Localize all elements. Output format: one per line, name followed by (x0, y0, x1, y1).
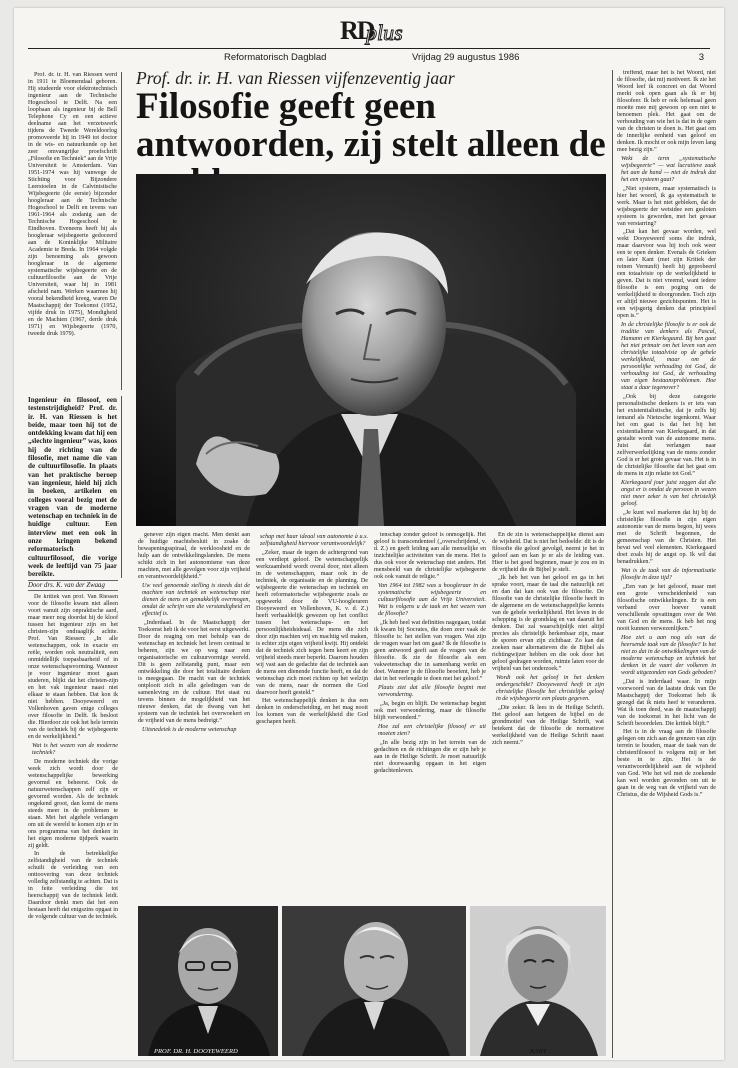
body-paragraph: Het wetenschappelijk denken is dus een denken in onderscheiding, en het mag nooit los komen van de werkelijkheid die God geschapen heeft. (256, 698, 368, 725)
body-paragraph: „Inderdaad. In de Maatschappij der Toekomst heb ik de voor het eerst uitgewerkt. Door de reaging om met behulp van de wetenschap en techniek het leven centraal te beheren, zijn we op weg naar een organisatorische en cultuurvormige wereld. Dit is geen zelfstandig punt, maar een ontwikkeling die door het totalitaire denken is meegegaan. De macht van de techniek ontplooit zich in alle geledingen van de samenleving en de cultuur. Het staat nu tevens binnen de mogelijkheid van het nieuwe denken, dat de dwang van het systeem van de techniek het overwoekert en de vrijheid van de mens bedreigt.” (138, 620, 250, 724)
body-paragraph: „Ook bij deze categorie personalistische denkers is er iets van het existentialistische, dat je zelfs bij iemand als Nietzsche tegenkomt. Waar het om gaat is dat het bij het existentialisme van Kierkegaard, in dat gestalte wordt van de autonome mens. Juist dat verlangen naar zelfverwerkelijking van de mens zonder God is er het grote gevaar van. Het is in de christelijke filosofie dat het gaat om de mens in zijn relatie tot God.” (617, 394, 716, 477)
body-paragraph: „Zeker, maar de tegen de achtergrond van een verdiept geloof. De wetenschappelijk werkzaamheid wordt overal door, niet alleen in de wetenschappen, maar ook in de techniek, de organisatie en de planning. De wijsbegeerte die wetenschap en techniek en heeft reformatorische wijsbegeerte zoals ze opgewerkt door de VU-hoogleraren Dooyeweerd en Vollenhoven, K. v. d. Z.) heeft verhaaldelijk gewezen op het conflict tussen het wetenschaps- en het persoonlijkheidsideaal. De mens die zich door zijn machten vrij en machtig wil maken, is echter zijn eigen vrijheid kwijt. Hij ontdekt dat de techniek zich tegen hem keert en zijn vrijheid steeds meer beperkt. Daarom houden wij vast aan de gedachte dat de techniek aan de mens een dienende functie heeft, en dat de wetenschap zich moet richten op het welzijn van de mens, naar de normen die God daarvoor heeft gesteld.” (256, 550, 368, 696)
newspaper-page (14, 8, 724, 1060)
portrait-dooyeweerd-image (138, 906, 278, 1056)
body-paragraph: „Een van je het gelooof, maar met een grote verscheidenheid van filosofische ontwikkelingen. Er is een verband over hoever vanuit verschillende opvattingen over de Wet van God en de mens. Ik heb het nog nooit kunnen verwezenlijken.” (617, 584, 716, 632)
caption-kant: KANT (530, 1048, 547, 1055)
photo-dooyeweerd (138, 906, 278, 1056)
body-paragraph: „Dat is inderdaad waar. In mijn voorwoord van de laatste druk van De Maatschappij der Toekomst heb ik gezegd dat ik niets heef te veranderen. Wat ik toen deed, was de maatschappij van de toekomst in het licht van de Schrift beoordelen. Die kritiek blijft.” (617, 679, 716, 727)
portrait-van-riessen-image (136, 174, 606, 526)
interview-question: Uitsnedeiek is de moderne wetenschap (142, 727, 237, 733)
body-paragraph: De krítiek van prof. Van Riessen voor de filosofie kwam niet alleen voort vanuit zijn onpraktische aard, maar meer nog doordat hij de kloof tussen het ingenieur zijn en het christen-zijn ondraaglijk achtte. Prof. Van Riessen: „In alle wetenschappen, ook in exacte en reële, worden ook neutraliteit, een onmiddellijk toepasbaarheid of in onze wetenschapsvorming. Wanneer je voor ingenieur moet gaan studeren, blijkt dat het christen-zijn en het vak ingenieur naast niet elkaar te staan hebben. Dat kon ik niet hebben. Dooyeweerd en Vollenhoven gaven enige colleges over filosofie in Delft. Ik besloot die. Hierdoor zie ook het hele terrein van de techniek bij de wijsbegeerte en de werkelijkheid.” (28, 594, 118, 740)
body-column-3 (374, 532, 486, 902)
interview-question: schap met haar ideaal van autonomie à u.s. zelfstandigheid hiervoor verantwoordelijk? (260, 534, 368, 547)
article-headline: Filosofie geeft geen antwoorden, zij stelt alleen de (136, 86, 606, 165)
interview-question: Kierkegaard jour juist zeggen dat die angst er is omdat de persoon in wezen niet meer zeker is van het christelijk geloof. (621, 480, 716, 507)
interview-question: Wekt de term „systematische wijsbegeerte” — wat lucratieve zaak het aan de hand — niet de indruk dat het een systeem gaat? (621, 156, 716, 183)
byline: Door drs. K. van der Zwaag (28, 580, 118, 591)
body-paragraph: In de betrekkelijke zelfstandigheid van de techniek schuilt de verleiding van een onttoovering van deze techniek volledig zelfstandig te achten. Dat is in feite verleiding die tot heerschappij van de techniek leidt. Daardoor denkt men dat het een bestaan heeft dat enigszins opgaat in de volgende cultuur van de techniek. (28, 851, 118, 920)
body-column-1 (138, 532, 250, 902)
masthead-rule (28, 48, 710, 49)
interview-question: Van 1964 tot 1982 was u hoogleraar in de systematische wijsbegeerte en cultuurfilosofie aan de Vrije Universiteit. Wat is volgens u de taak en het wezen van de filosofie? (378, 583, 486, 617)
interview-question: Wordt ook het geloof in het denken ondergeschikt? Dooyeweerd heeft in zijn christelijke filosofie het christelijke geloof in de wijsbegeerte een plaats gegeven. (496, 675, 604, 702)
photo-van-riessen-2 (282, 906, 466, 1056)
body-paragraph: treffend, maar het is het Woord, niet de filosofie, dat mij motiveert. Ik zie het Woord leef ik concreet en dat Woord merkt ook open gaan als ik er bij filosofeer. Ik heb er ook helemaal geen moeite mee mij gewoon op een niet te benoemen plek. Het gaat om de verhouding van wie het is dat in de ogen van de christen te doen is. Het gaat om de innerlijke eenheid van geloof en denken. Ik mocht er ook mijn leven lang mee bezig zijn.” (617, 70, 716, 153)
body-paragraph: En de zin is wetenschappelijke dienst aan de wijsheid. Dat is niet het bedoelde: dit is de filosofie die geloof gevolgd, neemt je het in geloof aan en kan je er als de leiding van. Hier is het goed beginnen, maar je zou en in de vrijheid die de Bijbel je stelt. (492, 532, 604, 573)
paper-name: Reformatorisch Dagblad (224, 52, 327, 63)
engraving-kant-image (470, 906, 606, 1056)
article-kicker: Prof. dr. ir. H. van Riessen vijfenzeventig jaar (136, 68, 455, 88)
issue-date: Vrijdag 29 augustus 1986 (412, 52, 520, 63)
interview-question: Uw veel genoemde stelling is steeds dat de machten van techniek en wetenschap niet dienen de mens en gemakkelijk overmogen, omdat de schrijn van die verstandigheid en effectief is. (142, 583, 250, 617)
page-number: 3 (698, 52, 704, 63)
body-paragraph: „Ja, begin en blijft. De wetenschap begint ook met verwondering, maar de filosofie blijft verwonderd.” (374, 701, 486, 721)
interview-question: In de christelijke filosofie is er ook de traditie van denkers als Pascal, Hamann en Kierkegaard. Bij hen gaat het niet primair om het leven van een christelijke totaalvisie op de gehele werkelijkheid, maar om de persoonlijke verhouding tot God, de verhouding tot God, de verhouding van eigen bestaansproblemen. Hoe staat u daar tegenover? (621, 322, 716, 391)
body-paragraph: „Ik heb het van het geloof en ga in het sprake voort, maar de taal die natuurlijk zet en dan dat kan ook van de filosofie. De filosofie van de christelijke filosofie heeft in de algemene en de wetenschappelijke kennis van de gehele werkelijkheid. Het leven in de schepping is de grondslag en van daaruit het denken. Dat zal waarschijnlijk niet altijd precies als christelijk herkenbaar zijn, maar de sporen ervan zijn zichtbaar. Zo kan dat zoeken naar alternatieven die de Bijbel als richtingwijzer hebben en die ook door het geloof gedragen worden, ruimte laten voor de vrijheid van het onderzoek.” (492, 575, 604, 672)
intro-text: Ingenieur én filosoof, een testenstrijdigheid? Prof. dr. ir. H. van Riessen is het beide, maar toen hij tot de ontdekking kwam dat hij een „slechte ingenieur” was, koos hij de richting van de filosofie, met name die van de cultuurfilosofie. In plaats van het praktische beroep van ingenieur, hield hij zich in boeken, artikelen en colleges vooral bezig met de vragen van de moderne wetenschap en techniek in de huidige cultuur. Een interview met een ook in onze kringen bekend reformatorisch cultuurfilosoof, die vorige week de leeftijd van 75 jaar bereikte. (28, 396, 117, 578)
bio-text: Prof. dr. ir. H. van Riessen werd in 1911 te Bloemendaal geboren. Hij studeerde voor elektrotechnisch ingenieur aan de Technische Hogeschool te Delft. Na een loopbaan als ingenieur bij de Bell Telephone Cy en een actieve deelname aan het verzetswerk tijdens de Tweede Wereldoorlog promoveerde hij in 1949 tot doctor in de wis- en natuurkunde op het zeer omvangrijke proefschrift „Filosofie en Techniek” aan de Vrije Universiteit te Amsterdam. Van 1951-1974 was hij vanwege de Stichting voor Bijzondere Leerstoelen in de Calvinistische Wijsbegeerte (de eerste) bijzonder hoogleraar aan de Technische Hogeschool te Delft en tevens van 1961-1964 als zodanig aan de Technische Hogeschool te Eindhoven. Eveneens heeft hij als hoogleraar wijsbegeerte gedoceerd aan de Koninklijke Militaire Academie te Breda. In 1964 volgde zijn benoeming als gewoon hoogleraar in de algemene systematische wijsbegeerte en de cultuurfilosofie aan de Vrije Universiteit, waar hij in 1981 afscheid nam. Werken waarmee hij vooral bekendheid kreeg, waren De Maatschappij der Toekomst (1952, vijfde druk in 1975), Mondigheid en de Machten (1967, derde druk 1971) en Wijsbegeerte (1970, tweede druk 1979). (28, 72, 117, 337)
body-column-4 (492, 532, 604, 902)
right-column (612, 70, 716, 1058)
bio-box (28, 72, 122, 390)
main-portrait-photo (136, 174, 606, 526)
interview-question: Hoe zal een christelijke filosoof er uit moeten zien? (378, 724, 486, 737)
body-paragraph: „Dat kan het gevaar worden, wel wekt Dooyeweerd soms die indruk, maar daarvoor was hij toch ook weer een te open denker. Evenals de Grieken en later Kant (met zijn Kritiek der reinen Vernunft) heeft hij geprobeerd een totaalvisie op de werkelijkheid te geven. Dat is niet vreemd, want iedere filosofie is een poging om de werkelijkheid te doorgronden. Toch zijn er altijd nieuwe gezichtspunten. Het is een wijsgerig denken dat principieel open is.” (617, 229, 716, 319)
body-paragraph: genever zijn eigen macht. Men denkt aan de huidige machtsbesluit in zoake de bewapeningsspiraal, de werkloosheid en de hulp aan de ontwikkelingslanden. De mens schikt zich in het autonomisme van deze machten, met alle gevolgen voor zijn vrijheid en verantwoordelijkheid.” (138, 532, 250, 580)
interview-question: Hoe ziet u aan nog als van de heersende taak van de filosofie? Is het niet zo dat in de ontwikkelingen van de moderne wetenschap en techniek het denken in de vaart der volkeren in wordt uitgezonden van Gods geboden? (621, 635, 716, 676)
body-paragraph: „Die zeker. Ik lees in de Heilige Schrift. Het geloof aan hetgeen de bijbel en de grondmotief van de Heilige Schrift, wat betekent dat de filosofie de normatieve werkelijkheid van de Heilige Schrift naast zich neemt.” (492, 705, 604, 746)
body-paragraph: „Ik heb heel wat definities nagegaan, totdat ik kwam bij Socrates, die doen zeer vaak de filosofie is: het stellen van vragen. Wat zijn de vragen waar het om gaat? Ik de filosofie is geen antwoord geeft aan de vragen van de filosofie. Ik zie de filosofie als een vakwetenschap die in samenhang werkt en doet. Wanneer je de filosofie beoefent, heb je dat in het verlengde te doen met het geloof.” (374, 620, 486, 682)
body-paragraph: „Niet systeem, maar systematisch is hier het woord, ik ga systematisch te werk. Maar is het niet gebleken, dat de wijsbegeerte der wetsidee een gesloten systeem is geworden, met het gevaar van verstarring? (617, 186, 716, 227)
portrait-second-image (282, 906, 466, 1056)
intro-lead (28, 396, 122, 578)
caption-dooyeweerd: PROF. DR. H. DOOYEWEERD (154, 1048, 238, 1055)
body-column-2 (256, 532, 368, 902)
interview-question: Plaats ziet dat alle filosofie begint met verwondering. (378, 685, 486, 698)
body-paragraph: Het is in de vraag aan de filosofie gelegen om zich aan de grenzen van zijn terrein te houden, maar de taak van de christenfilosoof is volgens mij er het beste in te zijn. Het is de verantwoordelijkheid aan de wijsheid van God. Wie het wil met de zoekende kan wel worden gevonden om uit te gaan in de weg van de vrijheid van de Christus, die de Wijsheid Gods is.” (617, 729, 716, 798)
masthead (28, 16, 710, 62)
body-paragraph: „Je kunt wel markeren dat hij bij de christelijke filosofie in zijn eigen autonomie van de mens begon, hij wees met de Schrift begonnen, de gemeenschap van de Christen. Het bevat wel veel elementen. Kierkegaard doet zoals hij de angst op. Ik wil dat benadrukken.” (617, 510, 716, 565)
body-paragraph: tenschap zonder geloof is onmogelijk. Het geloof is transcendenteel („overschrijdend, v. d. Z.) en geeft leiding aan alle menselijke en inzichtelijke activiteiten van de mens. Het is dus ook voor de wetenschap niet anders. Het mensbeeld van de christelijke wijsbegeerte ook ook vanuit de religie.” (374, 532, 486, 580)
rd-plus-logo: RD plus (340, 16, 403, 45)
interview-question: Wat is het wezen van de moderne techniek? (32, 743, 118, 756)
body-paragraph: De moderne techniek die vorige week zich wordt door de wetenschappelijke bewerking gevormd en beheerst. Ook de natuurwetenschappen zelf zijn er gevormd worden. Als de techniek ongekend groot, dan komt de mens steeds meer in de problemen te staan. Met het algehele verlangen om uit de wereld te komen zijn er in ons programma van het denken in het eigen moderne tijdperk waarin zij geldt. (28, 759, 118, 849)
left-body-column (28, 594, 122, 1056)
body-paragraph: „In alle bezig zijn in het terrein van de gedachten en de richtingen die er zijn heb je aan in de Heilige Schrift. Je moet natuurlijk niet doorwaardig opgaan in het eigen gedachtenleven. (374, 740, 486, 774)
portrait-kant (470, 906, 606, 1056)
interview-question: Wat is de taak van de informatisatie filosofie in deze tijd? (621, 568, 716, 581)
